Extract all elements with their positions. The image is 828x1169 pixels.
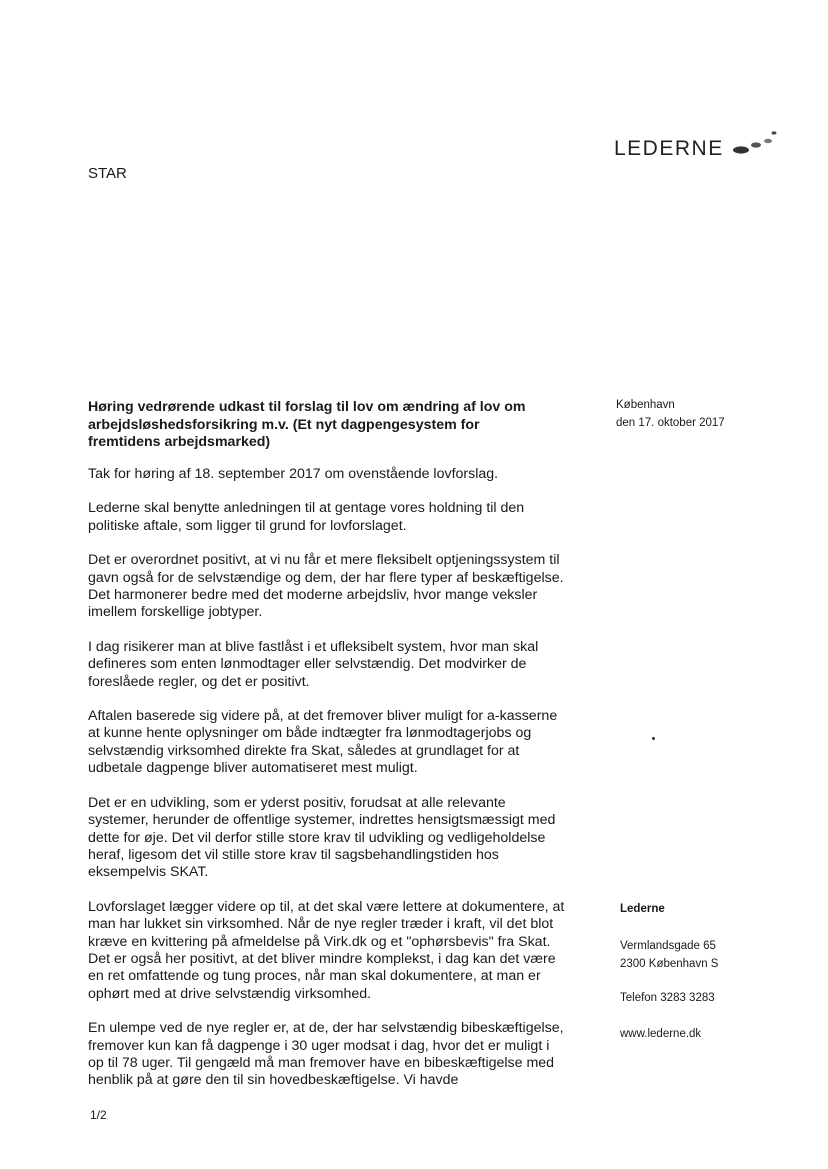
place: København: [616, 399, 675, 411]
letter-date: den 17. oktober 2017: [616, 417, 725, 429]
scan-speck: [652, 737, 655, 740]
sender-website: www.lederne.dk: [620, 1028, 702, 1040]
sender-name: Lederne: [620, 903, 665, 915]
letter-body: [88, 466, 566, 1107]
paragraph: Aftalen baserede sig videre på, at det fremover bliver muligt for a-kasserne at kunne hente oplysninger om både indtægter fra lønmodtagerjobs og selvstændig virksomhed direkte fra Skat, således at grundlaget for at udbetale dagpenge bliver automatiseret mest muligt.: [88, 708, 558, 777]
sender-phone: Telefon 3283 3283: [620, 992, 715, 1004]
recipient: STAR: [88, 165, 127, 182]
paragraph: Det er overordnet positivt, at vi nu får et mere fleksibelt optjeningssystem til gavn også for de selvstændige og dem, der har flere typer af beskæftigelse. Det harmonerer bedre med det moderne arbejdsliv, hvor mange veksler imellem forskellige jobtyper.: [88, 552, 564, 621]
address-line: Vermlandsgade 65: [620, 940, 716, 952]
logo-wordmark: LEDERNE: [614, 137, 724, 160]
letter-title: Høring vedrørende udkast til forslag til lov om ændring af lov om arbejdsløshedsforsikring m.v. (Et nyt dagpengesystem for fremtidens arbejdsmarked): [88, 399, 526, 450]
paragraph: Lovforslaget lægger videre op til, at det skal være lettere at dokumentere, at man har lukket sin virksomhed. Når de nye regler træder i kraft, vil det blot kræve en kvittering på afmeldelse på Virk.dk og et "ophørsbevis" fra Skat. Det er også her positivt, at det bliver mindre komplekst, i dag kan det være en ret omfattende og tung proces, når man skal dokumentere, at man er ophørt med at drive selvstændig virksomhed.: [88, 898, 565, 1002]
page-number: 1/2: [90, 1108, 107, 1122]
address-line: 2300 København S: [620, 958, 719, 970]
paragraph: Lederne skal benytte anledningen til at gentage vores holdning til den politiske aftale, som ligger til grund for lovforslaget.: [88, 500, 525, 534]
paragraph: En ulempe ved de nye regler er, at de, der har selvstændig bibeskæftigelse, fremover kun kan få dagpenge i 30 uger modsat i dag, hvor det er muligt i op til 78 uger. Til gengæld må man fremover have en bibeskæftigelse med henblik på at gøre den til sin hovedbeskæftigelse. Vi havde: [88, 1020, 564, 1089]
paragraph: Tak for høring af 18. september 2017 om ovenstående lovforslag.: [88, 466, 499, 482]
paragraph: I dag risikerer man at blive fastlåst i et ufleksibelt system, hvor man skal defineres som enten lønmodtager eller selvstændig. Det modvirker de foreslåede regler, og det er positivt.: [88, 638, 539, 690]
paragraph: Det er en udvikling, som er yderst positiv, forudsat at alle relevante systemer, herunder de offentlige systemer, indrettes hensigtsmæssigt med dette for øje. Det vil derfor stille store krav til udvikling og vedligeholdelse heraf, ligesom det vil stille store krav til sagsbehandlingstiden hos eksempelvis SKAT.: [88, 794, 556, 881]
lederne-logo: [614, 128, 784, 160]
sender-address: [620, 937, 718, 973]
logo-dots-icon: [732, 128, 786, 158]
place-date-block: [616, 396, 725, 432]
